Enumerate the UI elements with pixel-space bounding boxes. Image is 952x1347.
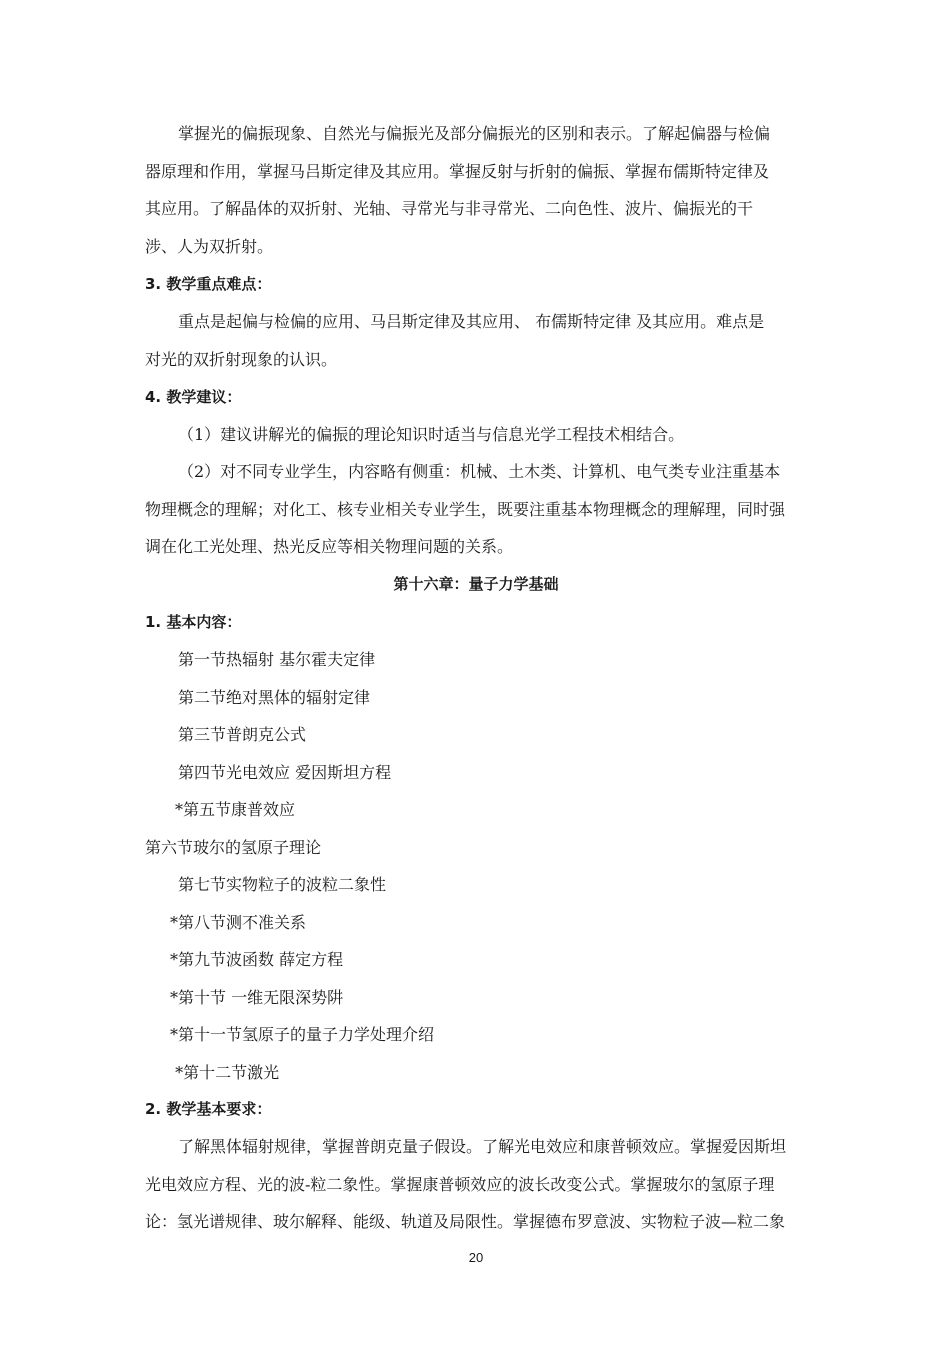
list-item: *第五节康普效应 bbox=[175, 800, 296, 819]
list-item: 第六节玻尔的氢原子理论 bbox=[145, 837, 322, 857]
paragraph-requirements bbox=[145, 1128, 815, 1241]
page-number: 20 bbox=[468, 1250, 484, 1265]
list-item: *第十一节氢原子的量子力学处理介绍 bbox=[170, 1025, 435, 1044]
text-line: 了解黑体辐射规律，掌握普朗克量子假设。了解光电效应和康普顿效应。掌握爱因斯坦 bbox=[178, 1137, 787, 1156]
heading-key-points: 3. 教学重点难点： bbox=[145, 275, 272, 293]
paragraph-suggestion-1 bbox=[145, 416, 815, 454]
list-item: *第十二节激光 bbox=[170, 1062, 280, 1082]
list-item: 第一节热辐射 基尔霍夫定律 bbox=[178, 650, 376, 669]
text-line: 光电效应方程、光的波-粒二象性。掌握康普顿效应的波长改变公式。掌握玻尔的氢原子理 bbox=[145, 1174, 775, 1194]
chapter-title: 第十六章：量子力学基础 bbox=[393, 575, 559, 593]
list-item: *第八节测不准关系 bbox=[170, 912, 307, 932]
text-line: 重点是起偏与检偏的应用、马吕斯定律及其应用、 布儒斯特定律 及其应用。难点是 bbox=[178, 312, 765, 331]
paragraph-key-points bbox=[145, 303, 815, 378]
text-line: 论：氢光谱规律、玻尔解释、能级、轨道及局限性。掌握德布罗意波、实物粒子波—粒二象 bbox=[145, 1212, 786, 1231]
text-line: 掌握光的偏振现象、自然光与偏振光及部分偏振光的区别和表示。了解起偏器与检偏 bbox=[178, 124, 771, 143]
list-item: 第四节光电效应 爱因斯坦方程 bbox=[178, 762, 392, 782]
section-list bbox=[145, 641, 815, 1091]
paragraph-polarization bbox=[145, 115, 815, 265]
text-line: 对光的双折射现象的认识。 bbox=[145, 349, 338, 369]
heading-requirements: 2. 教学基本要求： bbox=[145, 1100, 272, 1118]
list-item: 第七节实物粒子的波粒二象性 bbox=[178, 875, 387, 894]
text-line: （2）对不同专业学生，内容略有侧重：机械、土木类、计算机、电气类专业注重基本 bbox=[178, 462, 781, 481]
text-line: 涉、人为双折射。 bbox=[145, 236, 274, 256]
list-item: *第十节 一维无限深势阱 bbox=[170, 987, 344, 1007]
paragraph-suggestion-2 bbox=[145, 453, 815, 566]
text-line: （1）建议讲解光的偏振的理论知识时适当与信息光学工程技术相结合。 bbox=[178, 425, 685, 444]
heading-suggestions: 4. 教学建议： bbox=[145, 388, 242, 406]
text-line: 调在化工光处理、热光反应等相关物理问题的关系。 bbox=[145, 537, 514, 556]
list-item: 第三节普朗克公式 bbox=[178, 725, 307, 744]
list-item: 第二节绝对黑体的辐射定律 bbox=[178, 687, 371, 707]
list-item: *第九节波函数 薛定方程 bbox=[170, 950, 344, 969]
text-line: 器原理和作用，掌握马吕斯定律及其应用。掌握反射与折射的偏振、掌握布儒斯特定律及 bbox=[145, 161, 770, 181]
heading-basic-content: 1. 基本内容： bbox=[145, 613, 242, 631]
text-line: 其应用。了解晶体的双折射、光轴、寻常光与非寻常光、二向色性、波片、偏振光的干 bbox=[145, 199, 754, 218]
text-line: 物理概念的理解；对化工、核专业相关专业学生，既要注重基本物理概念的理解理，同时强 bbox=[145, 499, 786, 519]
